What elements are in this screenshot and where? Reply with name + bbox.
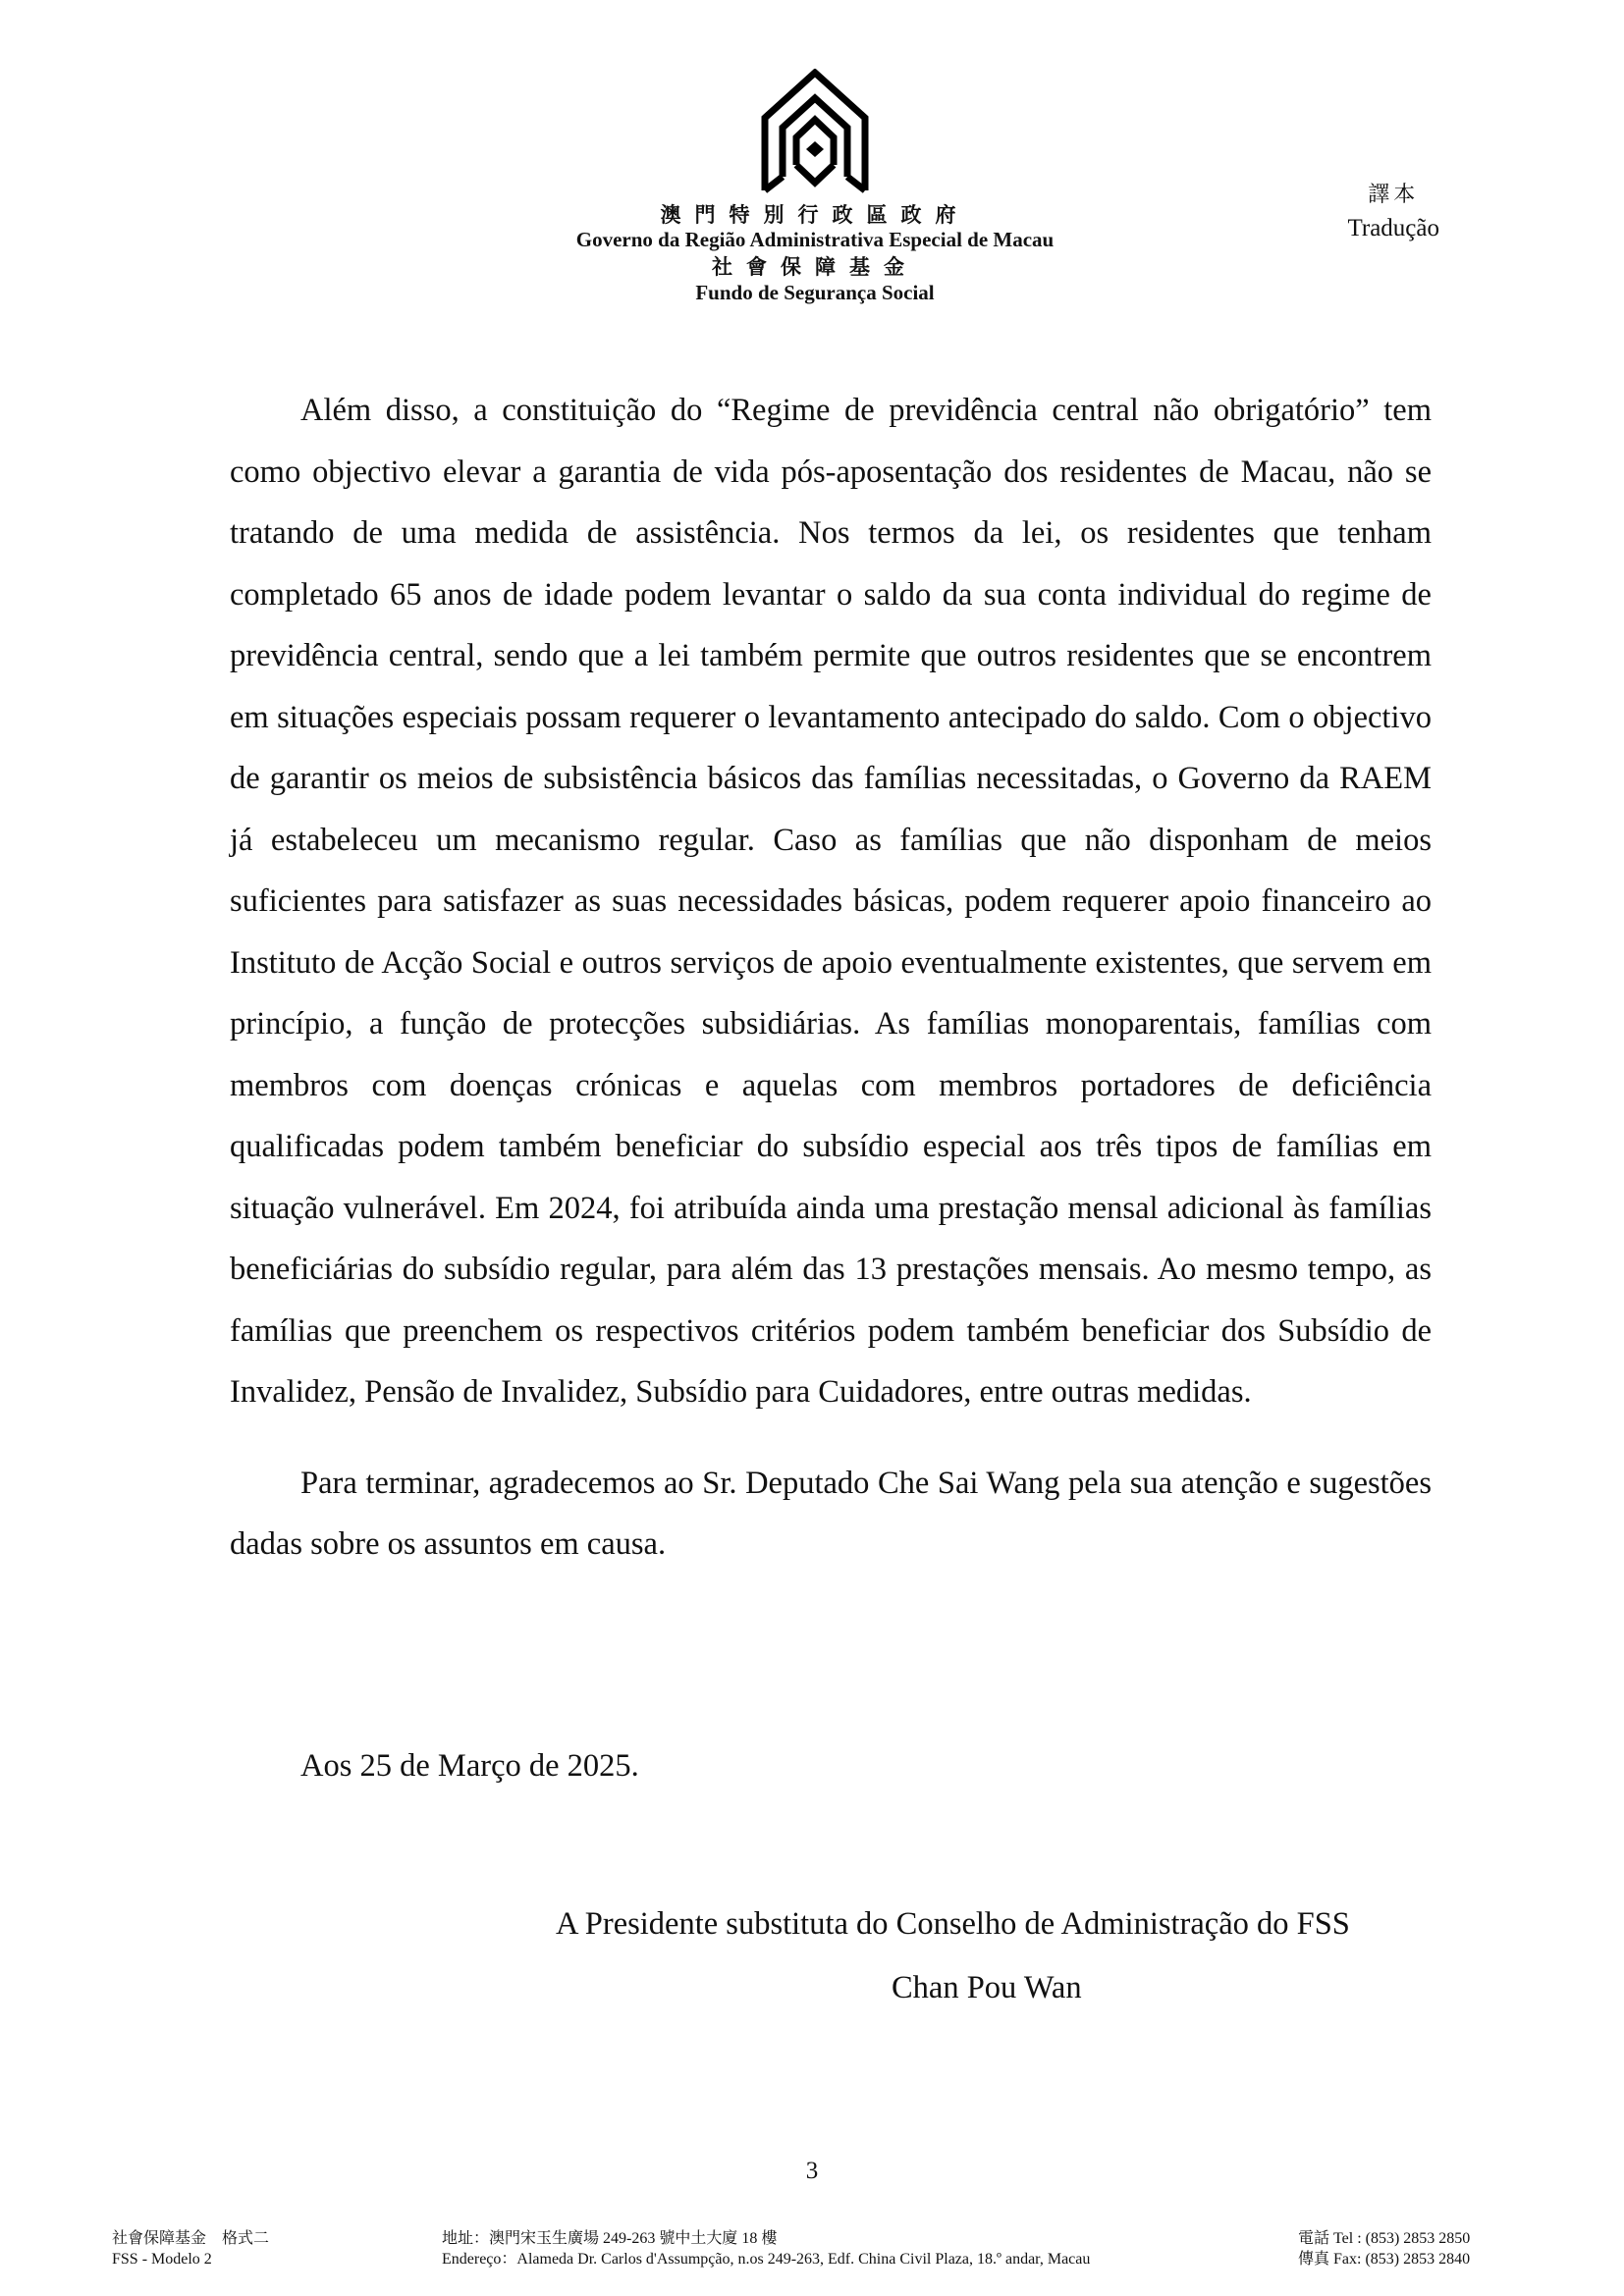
footer-fax: 傳真 Fax: (853) 2853 2840 — [1298, 2251, 1471, 2268]
body-paragraph: Para terminar, agradecemos ao Sr. Deputado Che Sai Wang pela sua atenção e sugestões dadas sobre os assuntos em causa. — [230, 1465, 1432, 1562]
page-number: 3 — [805, 2158, 819, 2184]
signatory-name: Chan Pou Wan — [892, 1970, 1082, 2005]
footer-form-info — [112, 2228, 269, 2269]
signatory-title: A Presidente substituta do Conselho de Administração do FSS — [556, 1906, 1350, 1942]
signature-block — [556, 1893, 1443, 2020]
body-paragraph: Além disso, a constituição do “Regime de previdência central não obrigatório” tem como objectivo elevar a garantia de vida pós-aposentação dos residentes de Macau, não se tratando de uma medida de assistência. Nos termos da lei, os residentes que tenham completado 65 anos de idade podem levantar o saldo da sua conta individual do regime de previdência central, sendo que a lei também permite que outros residentes que se encontrem em situações especiais possam requerer o levantamento antecipado do saldo. Com o objectivo de garantir os meios de subsistência básicos das famílias necessitadas, o Governo da RAEM já estabeleceu um mecanismo regular. Caso as famílias que não disponham de meios suficientes para satisfazer as suas necessidades básicas, podem requerer apoio financeiro ao Instituto de Acção Social e outros serviços de apoio eventualmente existentes, que servem em princípio, a função de protecções subsidiárias. As famílias monoparentais, famílias com membros com doenças crónicas e aquelas com membros portadores de deficiência qualificadas podem também beneficiar do subsídio especial aos três tipos de famílias em situação vulnerável. Em 2024, foi atribuída ainda uma prestação mensal adicional às famílias beneficiárias do subsídio regular, para além das 13 prestações mensais. Ao mesmo tempo, as famílias que preenchem os respectivos critérios podem também beneficiar dos Subsídio de Invalidez, Pensão de Invalidez, Subsídio para Cuidadores, entre outras medidas. — [230, 393, 1432, 1410]
translation-label-portuguese: Tradução — [1347, 215, 1439, 241]
fss-house-logo-icon — [761, 69, 869, 194]
footer-telephone: 電話 Tel : (853) 2853 2850 — [1298, 2230, 1471, 2247]
government-name-chinese: 澳門特別行政區政府 — [660, 202, 970, 227]
fund-name-portuguese: Fundo de Segurança Social — [695, 281, 935, 304]
government-name-portuguese: Governo da Região Administrativa Especial de Macau — [575, 228, 1055, 251]
letter-date: Aos 25 de Março de 2025. — [300, 1748, 639, 1784]
letterhead — [491, 69, 1139, 304]
translation-mark — [1347, 179, 1439, 245]
translation-label-chinese: 譯本 — [1368, 183, 1420, 207]
footer-address — [442, 2228, 1090, 2269]
footer-address-chinese: 地址：澳門宋玉生廣場 249-263 號中土大廈 18 樓 — [442, 2230, 778, 2247]
letter-body — [230, 380, 1432, 1575]
footer-address-portuguese: Endereço：Alameda Dr. Carlos d'Assumpção, n.os 249-263, Edf. China Civil Plaza, 18.º andar, Macau — [442, 2251, 1091, 2268]
fund-name-chinese: 社會保障基金 — [712, 254, 918, 279]
footer-form-chinese: 社會保障基金 格式二 — [112, 2230, 270, 2247]
footer-form-portuguese: FSS - Modelo 2 — [112, 2251, 212, 2268]
footer-contact — [1298, 2228, 1470, 2269]
